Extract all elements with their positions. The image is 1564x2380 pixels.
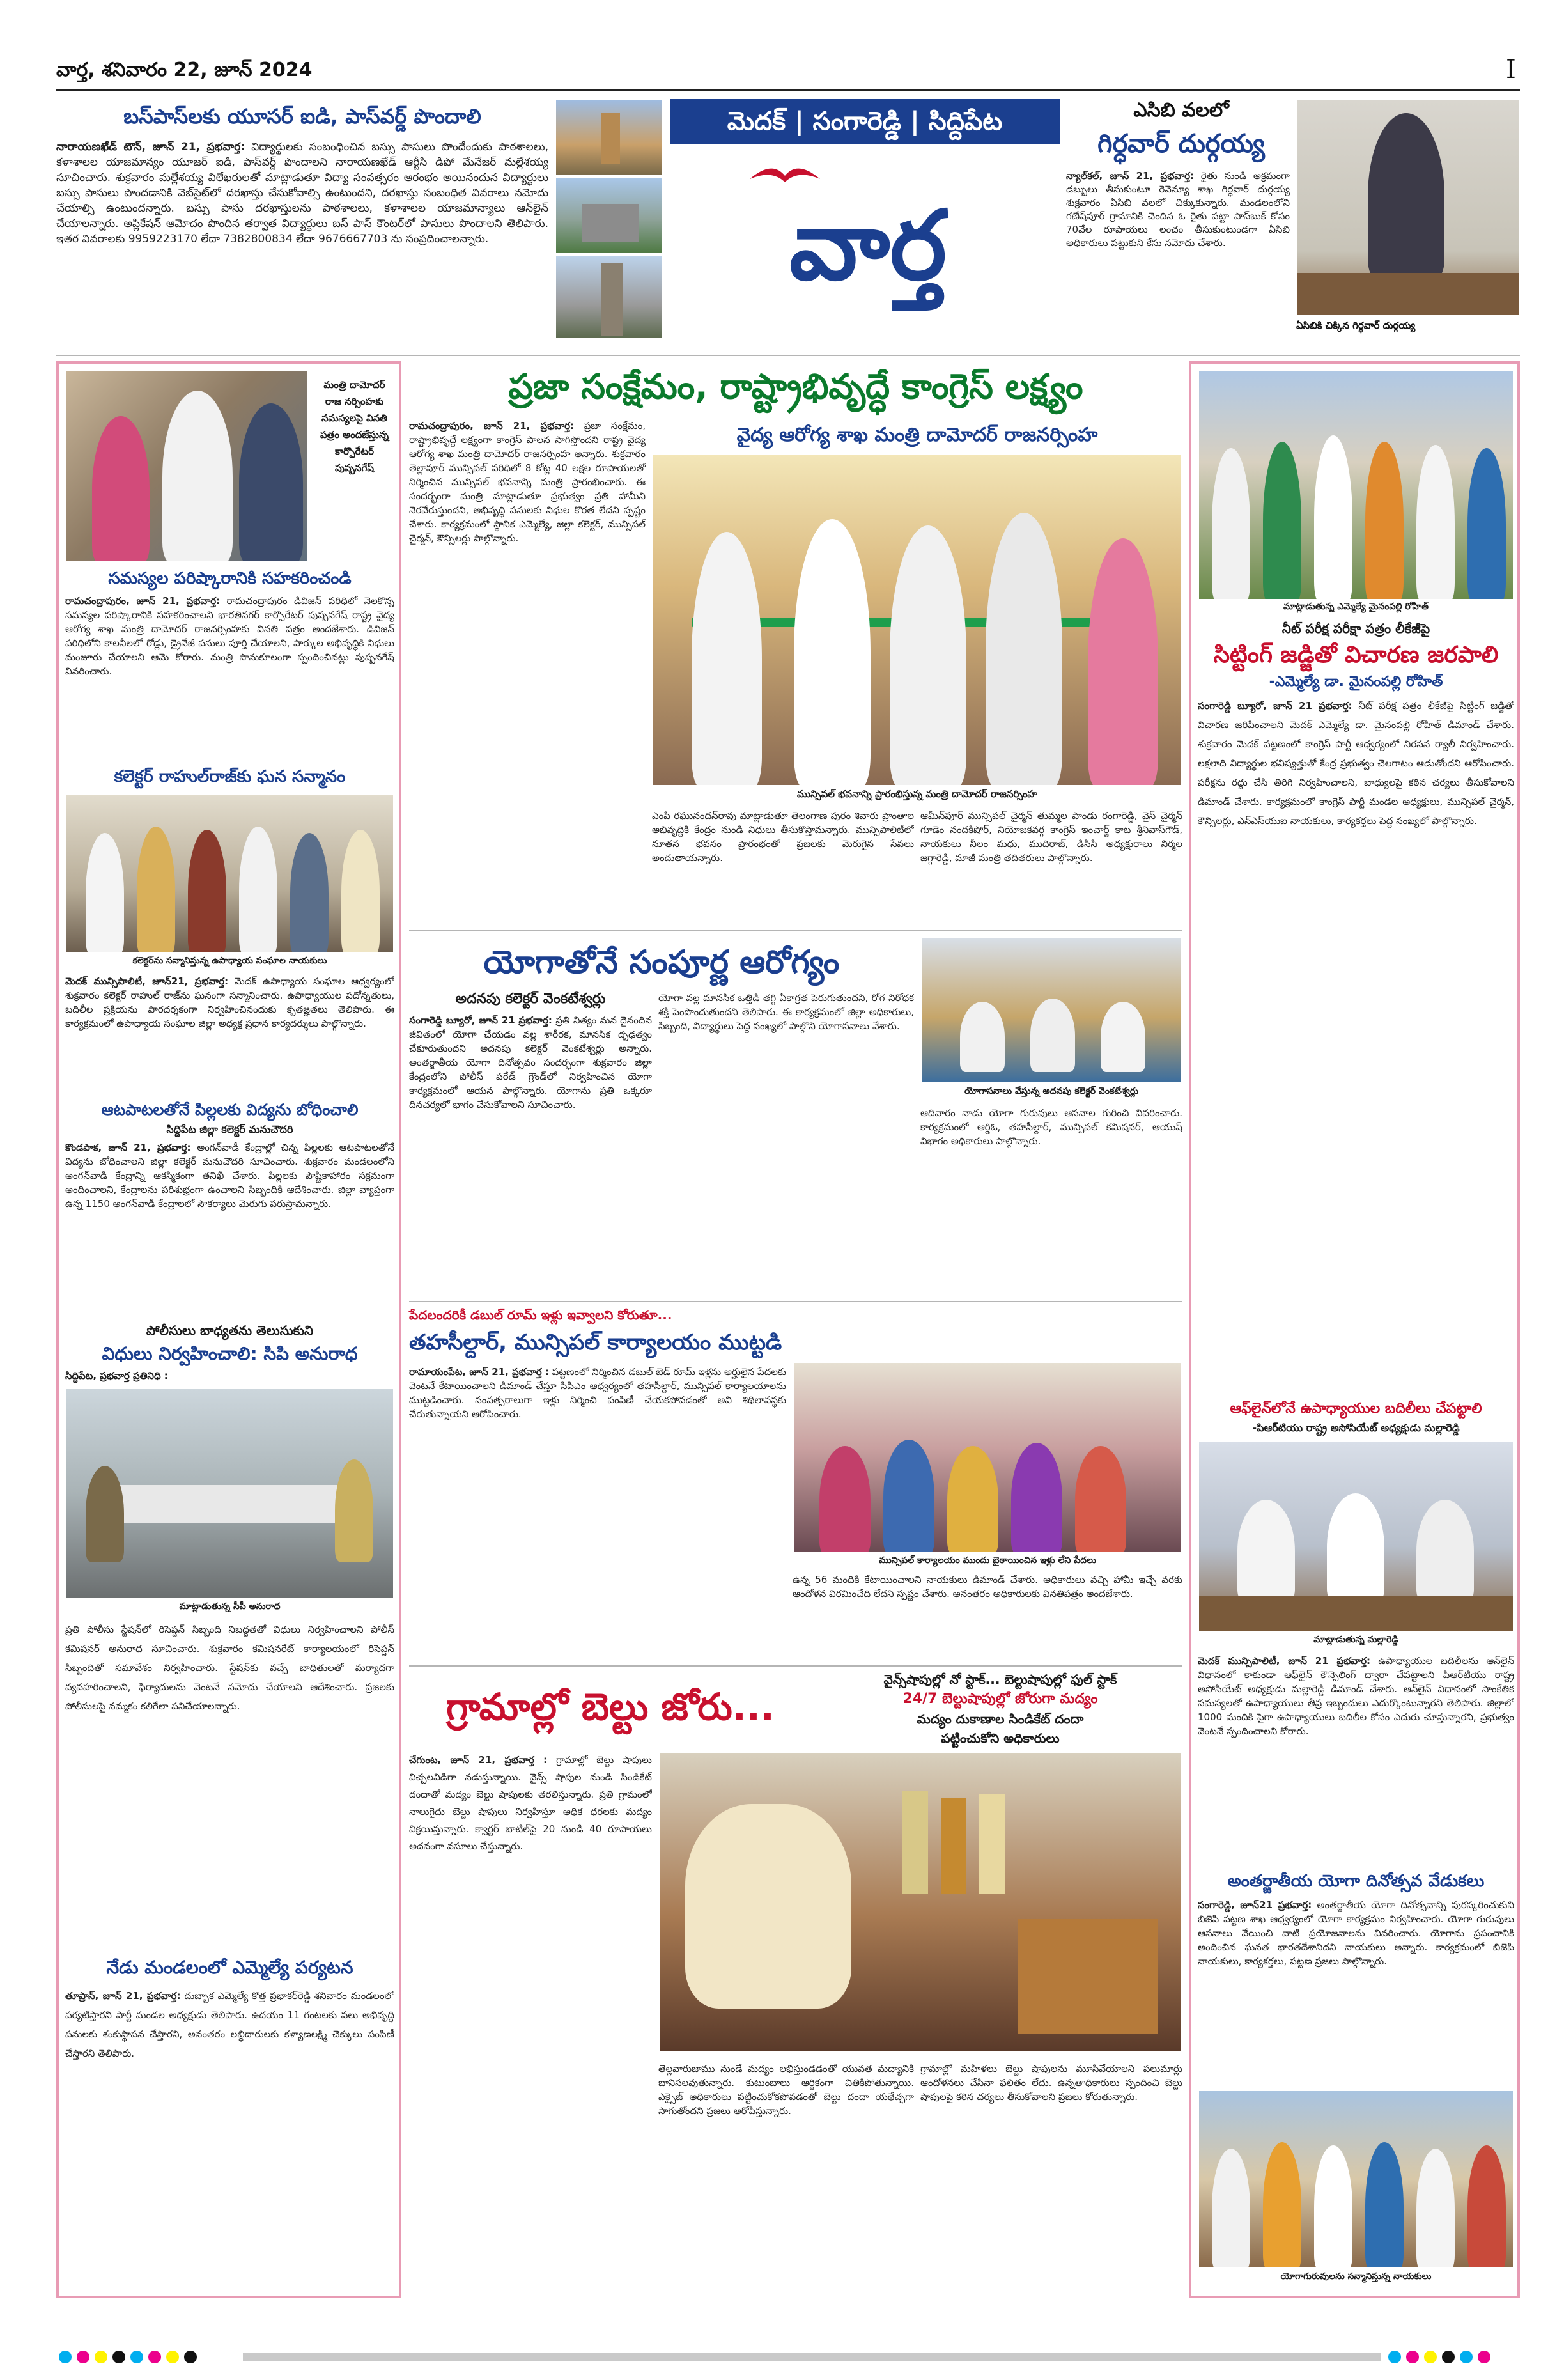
yoga-body-col2: యోగా వల్ల మానసిక ఒత్తిడి తగ్గి ఏకాగ్రత పెరుగుతుందని, రోగ నిరోధక శక్తి పెంపొందుతుందని తెలిపారు. ఈ కార్యక్రమంలో జిల్లా అధికారులు, సిబ్బంది, విద్యార్థులు పెద్ద సంఖ్యలో పాల్గొని యోగాసనాలు వేశారు. [658, 992, 914, 1032]
story-kicker: సిద్దిపేట జిల్లా కలెక్టర్ మనుచౌదరి [166, 1123, 293, 1135]
person-figure [883, 1440, 934, 1553]
belt-photo [658, 1752, 1182, 2052]
table-shape [105, 1485, 360, 1523]
photo-caption: కలెక్టర్‌ను సన్మానిస్తున్న ఉపాధ్యాయ సంఘాల నాయకులు [132, 956, 327, 966]
dateline: రామాయంపేట, జూన్ 21, ప్రభవార్త : [409, 1366, 549, 1378]
person-figure [239, 403, 303, 562]
church-shape [582, 204, 639, 242]
belt-body-col2: తెల్లవారుజాము నుండే మద్యం లభిస్తుండడంతో యువత మద్యానికి బానిసలవుతున్నారు. కుటుంబాలు ఆర్థికంగా చితికిపోతున్నాయి. ఎక్సైజ్ అధికారులు పట్టించుకోకపోవడంతో బెల్టు దందా యథేచ్ఛగా సాగుతోందని ప్రజలు ఆరోపిస్తున్నారు. [658, 2063, 914, 2117]
page-number: I [1506, 55, 1516, 84]
dateline: నారాయణఖేడ్ టౌన్, జూన్ 21, ప్రభవార్త: [56, 141, 245, 153]
top-right-story [1066, 99, 1520, 348]
body-text: దుబ్బాక ఎమ్మెల్యే కొత్త ప్రభాకర్‌రెడ్డి శనివారం మండలంలో పర్యటిస్తారని పార్టీ మండల అధ్యక్షుడు తెలిపారు. ఉదయం 11 గంటలకు పలు అభివృద్ధి పనులకు శంకుస్థాపన చేస్తారని, అనంతరం లబ్ధిదారులకు కళ్యాణలక్ష్మి చెక్కులు పంపిణీ చేస్తారని తెలిపారు. [65, 1990, 394, 2059]
dateline: మెదక్ మున్సిపాలిటీ, జూన్ 21 ప్రభవార్త: [1198, 1655, 1371, 1667]
kicker: ఎసిబి వలలో [1133, 99, 1229, 121]
lead-body-col2: ఎంపి రఘునందన్‌రావు మాట్లాడుతూ తెలంగాణ పురం శివారు ప్రాంతాల అభివృద్ధికి కేంద్రం నుండి నిధులు తీసుకొస్తామన్నారు. మున్సిపాలిటీలో నూతన భవనం ప్రారంభంతో ప్రజలకు మెరుగైన సేవలు అందుతాయన్నారు. [652, 810, 914, 864]
person-figure [1212, 448, 1250, 600]
story-kicker: నీట్ పరీక్ష పరీక్షా పత్రం లీకేజీపై [1281, 621, 1430, 636]
person-figure [1467, 2145, 1506, 2269]
dateline: రామచంద్రాపురం, జూన్ 21, ప్రభవార్త: [65, 595, 221, 607]
divider [409, 930, 1182, 931]
person-figure [86, 833, 124, 953]
person-figure [188, 830, 226, 953]
body-text: ప్రజా సంక్షేమం, రాష్ట్రాభివృద్ధే లక్ష్యంగా కాంగ్రెస్ పాలన సాగిస్తోందని రాష్ట్ర వైద్య ఆరోగ్య శాఖ మంత్రి దామోదర్ రాజనర్సింహ అన్నారు. శుక్రవారం తెల్లాపూర్ మున్సిపల్ పరిధిలో 8 కోట్ల 40 లక్షల రూపాయలతో నిర్మించిన మున్సిపల్ భవనాన్ని మంత్రి ప్రారంభించారు. ఈ సందర్భంగా మంత్రి మాట్లాడుతూ ప్రభుత్వం ప్రతి హామీని నెరవేరుస్తుందని, అభివృద్ధి పనులకు నిధుల కొరత లేదని స్పష్టం చేశారు. కార్యక్రమంలో స్థానిక ఎమ్మెల్యే, జిల్లా కలెక్టర్, మున్సిపల్ చైర్మన్, కౌన్సిలర్లు పాల్గొన్నారు. [409, 420, 646, 544]
left-column [56, 361, 401, 2298]
body-text: ప్రతి నిత్యం మన దైనందిన జీవితంలో యోగా చేయడం వల్ల శారీరక, మానసిక దృఢత్వం చేకూరుతుందని అదనపు కలెక్టర్ వెంకటేశ్వర్లు అన్నారు. అంతర్జాతీయ యోగా దినోత్సవం సందర్భంగా శుక్రవారం జిల్లా కేంద్రంలోని పోలీస్ పరేడ్ గ్రౌండ్‌లో నిర్వహించిన యోగా కార్యక్రమంలో ఆయన పాల్గొన్నారు. యోగాను ప్రతి ఒక్కరూ దినచర్యలో భాగం చేసుకోవాలని సూచించారు. [409, 1015, 652, 1110]
person-figure [1416, 445, 1455, 600]
person-figure [1314, 435, 1352, 600]
story-kicker: పోలీసులు బాధ్యతను తెలుసుకుని [146, 1323, 314, 1338]
lead-body-col3: ఆమీన్‌పూర్ మున్సిపల్ చైర్మన్ తుమ్మల పాండు రంగారెడ్డి, వైస్ చైర్మన్ గూడెం నందకిషోర్, నియోజకవర్గ కాంగ్రెస్ ఇంచార్జ్ కాట శ్రీనివాస్‌గౌడ్, నాయకులు నీలం మధు, ముదిరాజ్, డిసిసి అధ్యక్షురాలు నిర్మల జగ్గారెడ్డి, మాజీ మంత్రి తదితరులు పాల్గొన్నారు. [920, 810, 1182, 864]
belt-kicker-1: వైన్స్‌షాపుల్లో నో స్టాక్... బెల్టుషాపుల్లో ఫుల్ స్టాక్ [883, 1672, 1117, 1687]
story-headline: నేడు మండలంలో ఎమ్మెల్యే పర్యటన [106, 1957, 353, 1978]
tahsil-body-col1 [409, 1365, 786, 1557]
lead-photo [652, 454, 1182, 786]
person-figure [986, 513, 1062, 786]
belt-body-col1 [409, 1752, 652, 2276]
temple-photo-mid [555, 177, 663, 254]
masthead-rule [56, 89, 1520, 91]
person-figure [137, 827, 175, 953]
person-figure [1263, 2142, 1301, 2269]
main-section [409, 361, 1182, 2298]
story-body [65, 1986, 394, 2287]
collector-photo [65, 793, 394, 953]
story-body [1198, 696, 1514, 1393]
story-headline: సమస్యల పరిష్కారానికి సహకరించండి [108, 569, 352, 588]
body-text: మెదక్ ఉపాధ్యాయ సంఘాల ఆధ్వర్యంలో శుక్రవారం కలెక్టర్ రాహుల్ రాజ్‌ను ఘనంగా సన్మానించారు. ఉపాధ్యాయుల పదోన్నతులు, బదిలీల ప్రక్రియను పారదర్శకంగా నిర్వహించినందుకు కృతజ్ఞతలు తెలిపారు. ఈ కార్యక్రమంలో ఉపాధ్యాయ సంఘాల జిల్లా అధ్యక్ష ప్రధాన కార్యదర్శులు పాల్గొన్నారు. [65, 976, 394, 1029]
photo-caption: మాట్లాడుతున్న మల్లారెడ్డి [1313, 1635, 1398, 1645]
story-body [1198, 1898, 1514, 2083]
person-figure [341, 830, 380, 953]
photo-caption: మున్సిపల్ భవనాన్ని ప్రారంభిస్తున్న మంత్రి దామోదర్ రాజనర్సింహ [797, 788, 1037, 800]
bottle-shape [941, 1798, 966, 1894]
person-figure [1237, 1500, 1295, 1602]
section-rule [56, 355, 1520, 356]
photo-caption: మంత్రి దామోదర్ రాజ నర్సింహకు సమస్యలపై వినతి పత్రం అందజేస్తున్న కార్పొరేటర్ పుష్పనగేష్ [320, 379, 389, 474]
photo-caption: మాట్లాడుతున్న ఎమ్మెల్యే మైనంపల్లి రోహిత్ [1283, 602, 1429, 612]
body-text: గ్రామాల్లో బెల్టు షాపులు విచ్చలవిడిగా నడుస్తున్నాయి. వైన్స్ షాపుల నుండి సిండికేట్ దందాతో మద్యం బెల్టు షాపులకు తరలిస్తున్నారు. ప్రతి గ్రామంలో నాలుగైదు బెల్టు షాపులు నిర్వహిస్తూ అధిక ధరలకు మద్యం విక్రయిస్తున్నారు. క్వార్టర్ బాటిల్‌పై 20 నుండి 40 రూపాయలు అదనంగా వసూలు చేస్తున్నారు. [409, 1754, 652, 1852]
dateline: తూప్రాన్, జూన్ 21, ప్రభవార్త: [65, 1990, 181, 2002]
dateline: సిద్దిపేట, ప్రభవార్త ప్రతినిధి : [65, 1370, 168, 1381]
photo-caption: యోగాగురువులను సన్మానిస్తున్న నాయకులు [1280, 2271, 1432, 2282]
dateline: కొండపాక, జూన్ 21, ప్రభవార్త: [65, 1142, 191, 1153]
cp-photo [65, 1388, 394, 1599]
person-figure [1327, 1493, 1384, 1602]
story-body [65, 974, 394, 1096]
lead-headline: ప్రజా సంక్షేమం, రాష్ట్రాభివృద్ధే కాంగ్రెస్ లక్ష్యం [508, 366, 1083, 407]
divider [409, 1665, 1182, 1667]
top-left-story [56, 102, 548, 345]
person-figure [1416, 1500, 1474, 1602]
body-text: ఉపాధ్యాయుల బదిలీలను ఆన్‌లైన్ విధానంలో కాకుండా ఆఫ్‌లైన్ కౌన్సెలింగ్ ద్వారా చేపట్టాలని పిఆర్‌టియు రాష్ట్ర అసోసియేట్ అధ్యక్షుడు మల్లారెడ్డి డిమాండ్ చేశారు. ఆన్‌లైన్ విధానంలో సాంకేతిక సమస్యలతో ఉపాధ్యాయులు తీవ్ర ఇబ్బందులు ఎదుర్కొంటున్నారని తెలిపారు. జిల్లాలో 1000 మందికి పైగా ఉపాధ్యాయులు బదిలీల కోసం ఎదురు చూస్తున్నారని, ప్రభుత్వం వెంటనే స్పందించాలని కోరారు. [1198, 1655, 1514, 1737]
temple-photo-top [555, 99, 663, 176]
brand-strip: మెదక్ | సంగారెడ్డి | సిద్దిపేట [670, 99, 1060, 144]
minister-photo [65, 370, 308, 562]
body-text: నీట్ పరీక్ష పత్రం లీకేజీపై సిట్టింగ్ జడ్జితో విచారణ జరిపించాలని మెదక్ ఎమ్మెల్యే డా. మైనంపల్లి రోహిత్ డిమాండ్ చేశారు. శుక్రవారం మెదక్ పట్టణంలో కాంగ్రెస్ పార్టీ ఆధ్వర్యంలో నిరసన ర్యాలీ నిర్వహించారు. లక్షలాది విద్యార్థుల భవిష్యత్తుతో కేంద్ర ప్రభుత్వం చెలగాటం ఆడుతోందని ఆరోపించారు. పరీక్షను రద్దు చేసి తిరిగి నిర్వహించాలని, బాధ్యులపై కఠిన చర్యలు తీసుకోవాలని డిమాండ్ చేశారు. కార్యక్రమంలో కాంగ్రెస్ పార్టీ మండల అధ్యక్షులు, మున్సిపల్ చైర్మన్, కౌన్సిలర్లు, ఎన్‌ఎస్‌యుఐ నాయకులు, కార్యకర్తలు పెద్ద సంఖ్యలో పాల్గొన్నారు. [1198, 700, 1514, 827]
dateline: మెదక్ మున్సిపాలిటీ, జూన్21, ప్రభవార్త: [65, 976, 229, 987]
brand-bird-icon [747, 160, 823, 185]
photo-caption: మున్సిపల్ కార్యాలయం ముందు బైఠాయించిన ఇళ్లు లేని పేదలు [879, 1555, 1096, 1566]
brand-logo: వార్త [789, 191, 947, 302]
temple-photo-bottom [555, 255, 663, 339]
person-figure [86, 1466, 124, 1562]
tahsil-photo [793, 1362, 1182, 1553]
body-text: పట్టణంలో నిర్మించిన డబుల్ బెడ్ రూమ్ ఇళ్లను అర్హులైన పేదలకు వెంటనే కేటాయించాలని డిమాండ్ చేస్తూ సిపిఎం ఆధ్వర్యంలో తహసీల్దార్, మున్సిపల్ కార్యాలయాలను ముట్టడించారు. సంవత్సరాలుగా ఇళ్లు నిర్మించి పంపిణీ చేయకపోవడంతో అవి శిథిలావస్థకు చేరుతున్నాయని ఆరోపించారు. [409, 1366, 786, 1420]
table-shape [1199, 1596, 1514, 1633]
body-text: అంతర్జాతీయ యోగా దినోత్సవాన్ని పురస్కరించుకుని బిజెపి పట్టణ శాఖ ఆధ్వర్యంలో యోగా కార్యక్రమం నిర్వహించారు. యోగా గురువులు ఆసనాలు వేయించి వాటి ప్రయోజనాలను వివరించారు. యోగాను ప్రపంచానికి అందించిన ఘనత భారతదేశానిదని నాయకులు అన్నారు. కార్యక్రమంలో బిజెపి నాయకులు, కార్యకర్తలు, పట్టణ ప్రజలు పాల్గొన్నారు. [1198, 1899, 1514, 1967]
dateline: సంగారెడ్డి బ్యూరో, జూన్ 21 ప్రభవార్త: [409, 1015, 552, 1026]
person-figure [1075, 1446, 1126, 1553]
bottle-shape [902, 1791, 928, 1894]
headline: గిర్ధవార్ దుర్గయ్య [1097, 129, 1265, 159]
person-figure [1314, 2145, 1352, 2269]
registration-bar [243, 2353, 1381, 2361]
person-figure [1365, 442, 1404, 600]
story-headline: విధులు నిర్వహించాలి: సిపి అనురాధ [102, 1343, 358, 1364]
story-headline: ఆఫ్‌లైన్‌లోనే ఉపాధ్యాయుల బదిలీలు చేపట్టాలి [1230, 1401, 1482, 1417]
body-text: విద్యార్థులకు సంబంధించిన బస్సు పాసులు పొందేందుకు పాఠశాలలు, కళాశాలల యాజమాన్యం యూజర్ ఐడి, పాస్‌వర్డ్ పొందాలని నారాయణఖేడ్ ఆర్టీసి డిపో మేనేజర్ మల్లేశయ్య సూచించారు. శుక్రవారం మల్లేశయ్య విలేఖరులతో మాట్లాడుతూ విద్యా సంవత్సరం ఆరంభం అయినందున విద్యార్థులు బస్సు పాసులు పొందడానికి వెబ్‌సైట్‌లో దరఖాస్తు చేసుకోవాల్సి ఉంటుందని, దరఖాస్తు సంబంధిత వివరాలు నమోదు చేయాల్సి ఉంటుందన్నారు. బస్సు పాసు దరఖాస్తులను పాఠశాలలు, కళాశాలల యాజమాన్యాలు ఆన్‌లైన్ చేయాలన్నారు. అప్లికేషన్ ఆమోదం పొందిన తర్వాత విద్యార్థులు బస్ పాస్ కౌంటర్‌లో పాసులు పొందాలని తెలిపారు. ఇతర వివరాలకు 9959223170 లేదా 7382800834 లేదా 9676667703 ను సంప్రదించాలన్నారు. [56, 141, 548, 245]
story-headline: అంతర్జాతీయ యోగా దినోత్సవ వేడుకలు [1227, 1872, 1485, 1891]
person-figure [1365, 2142, 1404, 2269]
belt-kicker-3: మద్యం దుకాణాల సిండికేట్ దందా [917, 1711, 1084, 1727]
belt-kicker-2: 24/7 బెల్టుషాపుల్లో జోరుగా మద్యం [902, 1691, 1098, 1707]
dateline: రామచంద్రాపురం, జూన్ 21, ప్రభవార్త: [409, 420, 575, 432]
person-figure [335, 1459, 373, 1562]
story-body: ప్రతి పోలీసు స్టేషన్‌లో రిసెప్షన్ సిబ్బంది నిబద్ధతతో విధులు నిర్వహించాలని పోలీస్ కమిషనర్ అనురాధ సూచించారు. శుక్రవారం కమిషనరేట్ కార్యాలయంలో రిసెప్షన్ సిబ్బందితో సమావేశం నిర్వహించారు. స్టేషన్‌కు వచ్చే బాధితులతో మర్యాదగా వ్యవహరించాలని, ఫిర్యాదులను వెంటనే నమోదు చేయాలని ఆదేశించారు. ప్రజలకు పోలీసులపై నమ్మకం కలిగేలా పనిచేయాలన్నారు. [65, 1624, 394, 1712]
photo-caption: ఏసిబికి చిక్కిన గిర్ధవార్ దుర్గయ్య [1296, 320, 1416, 331]
bottle-shape [979, 1794, 1005, 1894]
tahsil-body-col2: ఉన్న 56 మందికి కేటాయించాలని నాయకులు డిమాండ్ చేశారు. అధికారులు వచ్చి హామీ ఇచ్చే వరకు ఆందోళన విరమించేది లేదని స్పష్టం చేశారు. అనంతరం అధికారులకు వినతిపత్రం అందజేశారు. [793, 1574, 1182, 1599]
person-figure [290, 833, 329, 953]
person-figure [1011, 1443, 1062, 1553]
story-headline: సిట్టింగ్ జడ్జితో విచారణ జరపాలి [1213, 642, 1499, 668]
table-shape [1297, 273, 1520, 316]
lead-subhead: వైద్య ఆరోగ్య శాఖ మంత్రి దామోదర్ రాజనర్సింహ [736, 424, 1098, 446]
yoga-body-col3: ఆదివారం నాడు యోగా గురువులు ఆసనాల గురించి వివరించారు. కార్యక్రమంలో ఆర్డిఓ, తహసీల్దార్, మున్సిపల్ కమిషనర్, ఆయుష్ విభాగం అధికారులు పాల్గొన్నారు. [920, 1107, 1182, 1147]
yoga2-photo [1198, 2090, 1514, 2269]
belt-body-col3: గ్రామాల్లో మహిళలు బెల్టు షాపులను మూసివేయాలని పలుమార్లు ఆందోళనలు చేసినా ఫలితం లేదు. ఉన్నతాధికారులు స్పందించి బెల్టు షాపులపై కఠిన చర్యలు తీసుకోవాలని ప్రజలు కోరుతున్నారు. [920, 2063, 1182, 2103]
story-headline: కలెక్టర్ రాహుల్‌రాజ్‌కు ఘన సన్మానం [114, 767, 346, 786]
story-body [65, 594, 394, 760]
divider [409, 1301, 1182, 1302]
date-line: వార్త, శనివారం 22, జూన్ 2024 [56, 59, 313, 81]
story-body [65, 1140, 394, 1319]
person-figure [1088, 538, 1158, 786]
body-text: అంగన్‌వాడీ కేంద్రాల్లో చిన్న పిల్లలకు ఆటపాటలతోనే విద్యను బోధించాలని జిల్లా కలెక్టర్ మనుచౌదరి సూచించారు. శుక్రవారం మండలంలోని అంగన్‌వాడీ కేంద్రాన్ని ఆకస్మికంగా తనిఖీ చేశారు. పిల్లలకు పౌష్టికాహారం సక్రమంగా అందించాలని, కేంద్రాలను పరిశుభ్రంగా ఉంచాలని సిబ్బందికి ఆదేశించారు. జిల్లా వ్యాప్తంగా ఉన్న 1150 అంగన్‌వాడీ కేంద్రాలలో సౌకర్యాలు మెరుగు పరుస్తామన్నారు. [65, 1142, 394, 1209]
person-figure [162, 391, 233, 562]
person-figure [794, 519, 871, 786]
body-text: రైతు నుండి అక్రమంగా డబ్బులు తీసుకుంటూ రెవెన్యూ శాఖ గిర్ధవార్ దుర్గయ్య శుక్రవారం ఏసిబి వలలో చిక్కుకున్నారు. మండలంలోని గణేష్‌పూర్ గ్రామానికి చెందిన ఓ రైతు పట్టా పాస్‌బుక్ కోసం 70వేల రూపాయలు లంచం తీసుకుంటుండగా ఏసిబి అధికారులు పట్టుకుని కేసు నమోదు చేశారు. [1066, 170, 1290, 249]
dateline: చేగుంట, జూన్ 21, ప్రభవార్త : [409, 1754, 548, 1766]
dateline: సంగారెడ్డి, జూన్21 ప్రభవార్త: [1198, 1899, 1312, 1911]
cartoon-figure [685, 1804, 851, 2009]
yoga-body-col1 [409, 1013, 652, 1295]
person-figure [1368, 113, 1444, 279]
mla-photo [1198, 370, 1514, 600]
carton-shape [1018, 1919, 1158, 2034]
person-figure [960, 1002, 1005, 1072]
person-figure [819, 1446, 871, 1553]
story-body [1066, 169, 1290, 323]
registration-marks-left [58, 2349, 236, 2365]
story-subhead: -పిఆర్‌టియు రాష్ట్ర అసోసియేట్ అధ్యక్షుడు మల్లారెడ్డి [1252, 1422, 1460, 1434]
photo-caption: యోగాసనాలు వేస్తున్న అదనపు కలెక్టర్ వెంకటేశ్వర్లు [964, 1086, 1139, 1096]
brand-block [555, 99, 1060, 342]
temple-tower-shape [601, 113, 620, 164]
person-figure [1416, 2149, 1455, 2269]
yoga-kicker: అదనపు కలెక్టర్ వెంకటేశ్వర్లు [455, 991, 606, 1007]
body-text: రామచంద్రాపురం డివిజన్ పరిధిలో నెలకొన్న సమస్యల పరిష్కారానికి సహకరించాలని భారతినగర్ కార్పొరేటర్ పుష్పనగేష్ రాష్ట్ర వైద్య ఆరోగ్య శాఖ మంత్రి దామోదర్ రాజనర్సింహకు వినతి పత్రం అందజేశారు. డివిజన్ పరిధిలోని కాలనీలలో రోడ్లు, డ్రైనేజీ పనులు పూర్తి చేయాలని, పార్కుల అభివృద్ధికి నిధులు మంజూరు చేయాలని ఆమె కోరారు. మంత్రి సానుకూలంగా స్పందించినట్లు పుష్పనగేష్ వివరించారు. [65, 595, 394, 677]
person-figure [239, 827, 277, 953]
person-figure [1101, 1002, 1145, 1072]
tahsil-kicker: పేదలందరికీ డబుల్ రూమ్ ఇళ్లు ఇవ్వాలని కోరుతూ... [409, 1307, 672, 1323]
person-figure [1467, 448, 1506, 600]
person-figure [890, 525, 966, 786]
acb-photo [1296, 99, 1520, 316]
yoga-photo [920, 937, 1182, 1084]
dateline: సంగారెడ్డి బ్యూరో, జూన్ 21 ప్రభవార్త: [1198, 700, 1352, 712]
person-figure [1263, 442, 1301, 600]
story-body [1198, 1654, 1514, 1865]
registration-marks-right [1387, 2349, 1521, 2365]
story-body [56, 139, 548, 344]
story-headline: ఆటపాటలతోనే పిల్లలకు విద్యను బోధించాలి [101, 1101, 359, 1119]
person-figure [692, 532, 762, 786]
teacher-photo [1198, 1441, 1514, 1633]
dateline: న్యాల్‌కల్, జూన్ 21, ప్రభవార్త: [1066, 170, 1195, 182]
person-figure [1030, 999, 1075, 1072]
yoga-headline: యోగాతోనే సంపూర్ణ ఆరోగ్యం [483, 944, 840, 981]
right-column [1189, 361, 1520, 2298]
person-figure [947, 1446, 998, 1553]
person-figure [92, 416, 150, 562]
belt-headline: గ్రామాల్లో బెల్టు జోరు... [446, 1685, 775, 1729]
headline: బస్‌పాస్‌లకు యూసర్ ఐడి, పాస్‌వర్డ్ పొందాలి [123, 104, 481, 128]
story-subhead: -ఎమ్మెల్యే డా. మైనంపల్లి రోహిత్ [1269, 674, 1443, 690]
lead-body-col1 [409, 419, 646, 764]
tahsil-headline: తహసీల్దార్, మున్సిపల్ కార్యాలయం ముట్టడి [409, 1330, 782, 1355]
photo-caption: మాట్లాడుతున్న సీపీ అనురాధ [179, 1601, 281, 1612]
belt-kicker-4: పట్టించుకోని అధికారులు [941, 1731, 1060, 1746]
clock-tower-shape [601, 263, 623, 336]
person-figure [1212, 2149, 1250, 2269]
